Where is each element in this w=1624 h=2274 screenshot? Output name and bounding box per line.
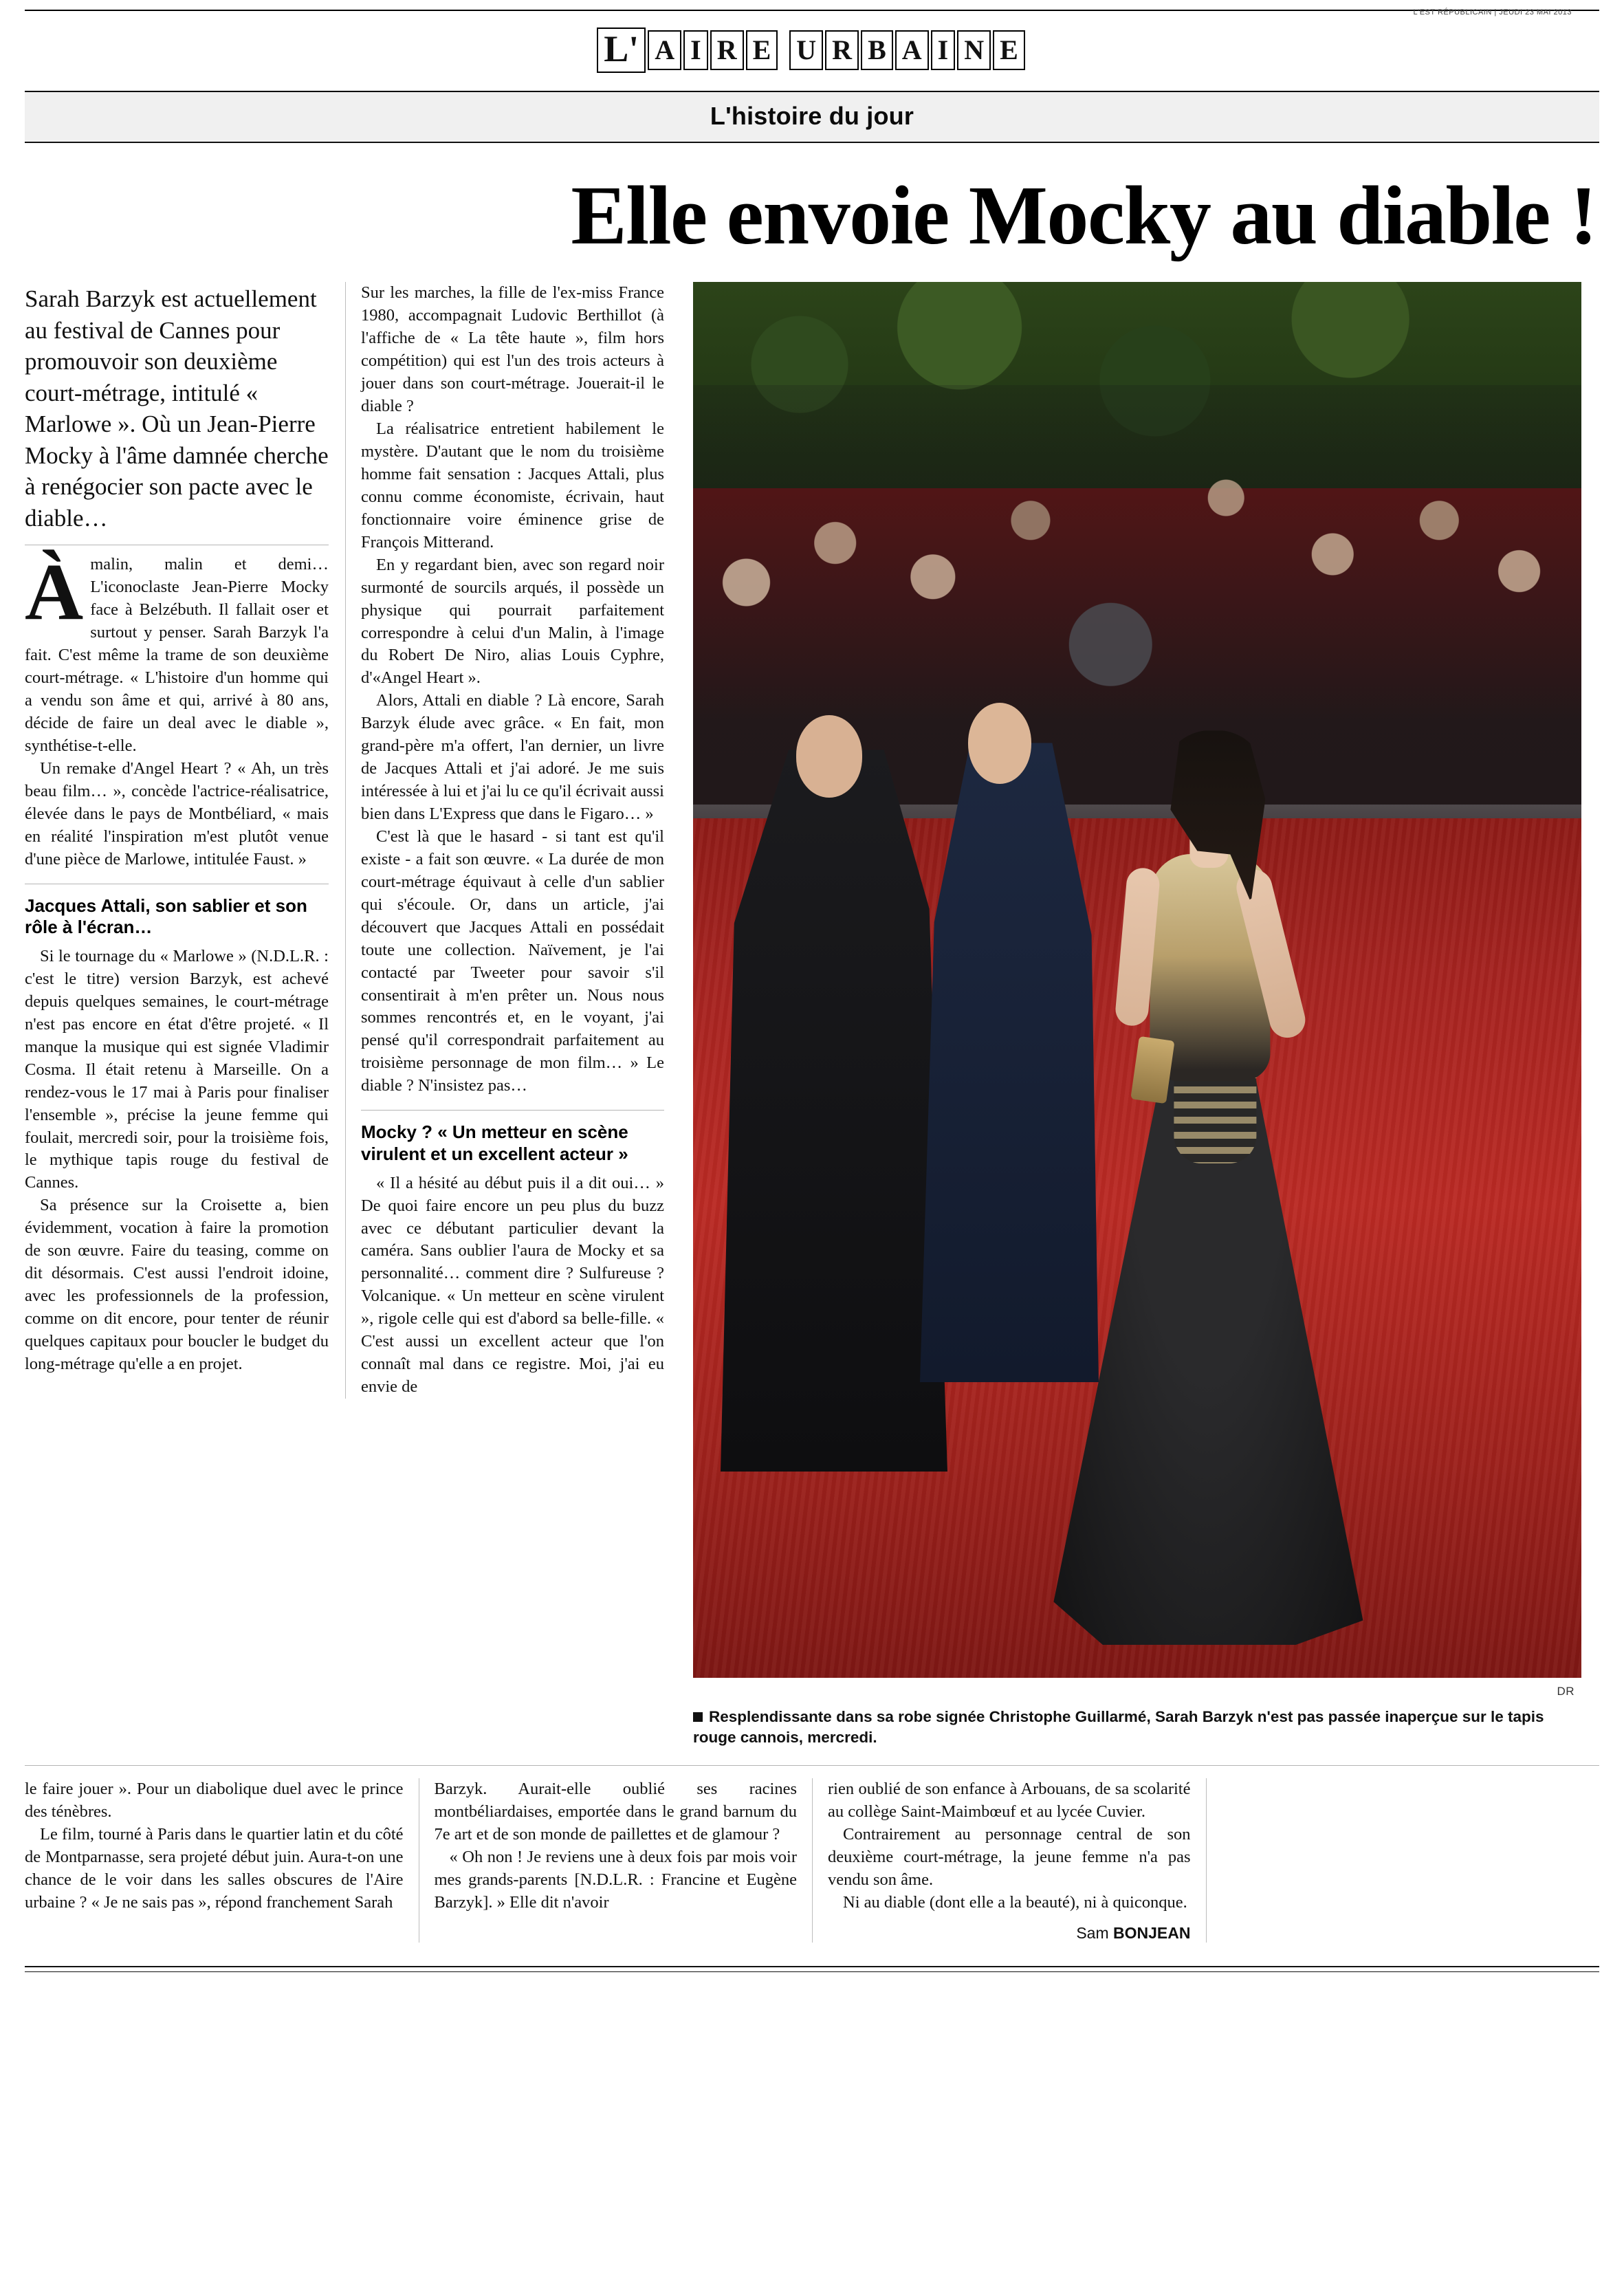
paragraph: En y regardant bien, avec son regard noir surmonté de sourcils arqués, il possède un physique qui pourrait parfaitement correspondre à celui d'un Malin, à l'image du Robert De Niro, alias Louis Cyphre, d'«Angel Heart ». — [361, 555, 664, 688]
paragraph: Ni au diable (dont elle a la beauté), ni à quiconque. — [843, 1892, 1187, 1912]
article-body — [25, 282, 1599, 1747]
photo-red-carpet — [693, 282, 1581, 1678]
article-column-1 — [25, 282, 345, 1375]
photo-man-head — [796, 715, 862, 798]
paragraph: C'est là que le hasard - si tant est qu'il existe - a fait son œuvre. « La durée de mon court-métrage équivaut à celle d'un sablier qui s'écoule. Or, dans un article, j'ai découvert que Jacques Attali en possédait toute une collection. Naïvement, je l'ai contacté par Tweeter pour savoir s'il consentirait à m'en prêter un. Nous nous sommes rencontrés et, en le voyant, j'ai pensé qu'il correspondrait parfaitement au troisième personnage de mon film… » Le diable ? N'insistez pas… — [361, 827, 664, 1095]
photo-frame — [693, 282, 1581, 1698]
masthead — [25, 0, 1599, 77]
divider — [361, 1110, 664, 1111]
masthead-letter-4: E — [746, 30, 778, 70]
byline-lastname: BONJEAN — [1113, 1923, 1191, 1942]
subheading: Jacques Attali, son sablier et son rôle à l'écran… — [25, 895, 307, 938]
page-title: Elle envoie Mocky au diable ! — [571, 169, 1596, 262]
square-bullet-icon — [693, 1712, 703, 1722]
masthead-title — [25, 28, 1599, 73]
continuation-column-4 — [1206, 1778, 1600, 1943]
masthead-letter-6: R — [825, 30, 859, 70]
paragraph: rien oublié de son enfance à Arbouans, de sa scolarité au collège Saint-Maimbœuf et au lycée Cuvier. — [828, 1779, 1191, 1821]
footer-rule — [25, 1966, 1599, 1967]
masthead-letter-11: E — [993, 30, 1025, 70]
masthead-letter-2: I — [683, 30, 708, 70]
article-photo-column — [679, 282, 1581, 1747]
standfirst: Sarah Barzyk est actuellement au festival de Cannes pour promouvoir son deuxième court-métrage, intitulé « Marlowe ». Où un Jean-Pierre Mocky à l'âme damnée cherche à renégocier son pacte avec le diable… — [25, 285, 329, 532]
masthead-letter-8: A — [895, 30, 929, 70]
section-label: L'histoire du jour — [710, 102, 914, 130]
masthead-letter-0: L' — [597, 28, 646, 73]
masthead-letter-1: A — [648, 30, 681, 70]
paragraph: Alors, Attali en diable ? Là encore, Sarah Barzyk élude avec grâce. « En fait, mon grand-père m'a offert, l'an dernier, un livre de Jacques Attali et j'ai adoré. Je me suis intéressée à lui et j'ai lu ce qu'il écrivait aussi bien dans L'Express que dans le Figaro… » — [361, 691, 664, 823]
paragraph: Si le tournage du « Marlowe » (N.D.L.R. : c'est le titre) version Barzyk, est achevé depuis quelques semaines, le court-métrage n'est pas encore en état d'être projeté. « Il manque la musique qui est signée Vladimir Cosma. Il était retenu à Marseille. On a rendez-vous le 17 mai à Paris pour finaliser l'ensemble », précise la jeune femme qui foulait, mercredi soir, pour la troisième fois, le mythique tapis rouge du festival de Cannes. — [25, 947, 329, 1192]
continuation-column-3 — [812, 1778, 1206, 1943]
continuation-column-1 — [25, 1778, 419, 1943]
masthead-letter-7: B — [861, 30, 893, 70]
photo-sarah-barzyk — [1046, 531, 1370, 1645]
masthead-letter-9: I — [931, 30, 956, 70]
paragraph: Un remake d'Angel Heart ? « Ah, un très beau film… », concède l'actrice-réalisatrice, élevée dans le pays de Montbéliard, « mais en réalité l'inspiration m'est plutôt venue d'une pièce de Marlowe, intitulée Faust. » — [25, 758, 329, 868]
footer-rule-secondary — [25, 1971, 1599, 1972]
photo-caption — [693, 1707, 1581, 1747]
paragraph: Contrairement au personnage central de son deuxième court-métrage, la jeune femme n'a pas vendu son âme. — [828, 1824, 1191, 1889]
section-band — [25, 92, 1599, 143]
paragraph: Sa présence sur la Croisette a, bien évidemment, vocation à faire la promotion de son œuvre. Faire du teasing, comme on dit désormais. C'est aussi l'endroit idoine, avec les professionnels de la profession, comme on dit encore, pour tenter de réunir quelques capitaux pour boucler le budget du long-métrage qu'elle a en projet. — [25, 1196, 329, 1373]
paragraph: le faire jouer ». Pour un diabolique duel avec le prince des ténèbres. — [25, 1779, 404, 1821]
paragraph: Barzyk. Aurait-elle oublié ses racines montbéliardaises, emportée dans le grand barnum du 7e art et de son monde de paillettes et de glamour ? — [434, 1779, 797, 1844]
photo-caption-text: Resplendissante dans sa robe signée Christophe Guillarmé, Sarah Barzyk n'est pas passée inaperçue sur le tapis rouge cannois, mercredi. — [693, 1708, 1544, 1746]
paragraph: « Oh non ! Je reviens une à deux fois par mois voir mes grands-parents [N.D.L.R. : Francine et Eugène Barzyk]. » Elle dit n'avoir — [434, 1847, 797, 1912]
divider — [25, 1765, 1599, 1766]
masthead-letter-10: N — [957, 30, 991, 70]
paragraph-intro: Àmalin, malin et demi… L'iconoclaste Jean-Pierre Mocky face à Belzébuth. Il fallait oser et surtout y penser. Sarah Barzyk l'a fait. C'est même la trame de son deuxième court-métrage. « L'histoire d'un homme qui a vendu son âme et qui, arrivé à 80 ans, décide de faire un deal avec le diable », synthétise-t-elle. — [25, 547, 329, 755]
photo-credit: DR — [1557, 1685, 1574, 1698]
masthead-top-rule — [25, 10, 1599, 11]
subheading: Mocky ? « Un metteur en scène virulent et un excellent acteur » — [361, 1122, 628, 1164]
edition-code: L'EST RÉPUBLICAIN | JEUDI 23 MAI 2013 — [1413, 8, 1572, 17]
byline — [828, 1924, 1191, 1943]
masthead-letter-5: U — [789, 30, 823, 70]
photo-woman-blue-head — [968, 703, 1031, 784]
byline-firstname: Sam — [1076, 1923, 1114, 1942]
continuation-column-2 — [419, 1778, 813, 1943]
paragraph: Sur les marches, la fille de l'ex-miss France 1980, accompagnait Ludovic Berthillot (à l'affiche de « La tête haute », film hors compétition) qui est l'un des trois acteurs à jouer dans son court-métrage. Jouerait-il le diable ? — [361, 283, 664, 416]
photo-man-in-tuxedo — [721, 750, 947, 1472]
article-column-2 — [345, 282, 679, 1399]
paragraph: Le film, tourné à Paris dans le quartier latin et du côté de Montparnasse, sera projeté début juin. Aura-t-on une chance de le voir dans les salles obscures de l'Aire urbaine ? « Je ne sais pas », répond franchement Sarah — [25, 1824, 404, 1912]
paragraph: « Il a hésité au début puis il a dit oui… » De quoi faire encore un peu plus du buzz avec ce débutant particulier devant la caméra. Sans oublier l'aura de Mocky et sa personnalité… comment dire ? Sulfureuse ? Volcanique. « Un metteur en scène virulent », rigole celle qui est d'abord sa belle-fille. « C'est aussi un excellent acteur que l'on connaît mal dans ce registre. Moi, j'ai eu envie de — [361, 1173, 664, 1397]
masthead-letter-3: R — [710, 30, 744, 70]
paragraph: La réalisatrice entretient habilement le mystère. D'autant que le nom du troisième homme fait sensation : Jacques Attali, plus connu comme économiste, écrivain, haut fonctionnaire voire éminence grise de François Mitterand. — [361, 419, 664, 551]
article-continuation — [25, 1778, 1599, 1943]
